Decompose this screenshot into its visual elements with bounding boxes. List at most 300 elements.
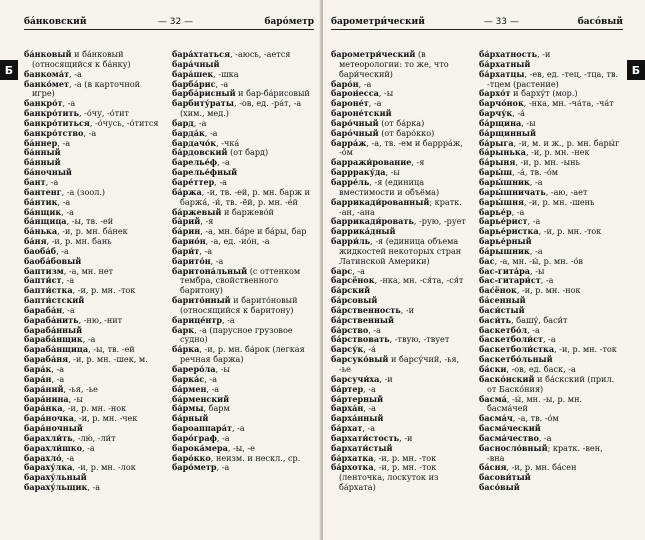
entry-grammar: , -аю, -ает [545, 186, 588, 197]
entry-grammar: , -ы [521, 117, 536, 128]
entry-grammar: , -а [62, 304, 75, 315]
entry-headword: ба́рственный [331, 314, 394, 325]
entry-headword: ба́ртерный [331, 393, 384, 404]
entry-headword: барье́рный [479, 236, 532, 247]
entry-grammar: , -и, р. мн. -ток [538, 226, 602, 237]
entry-headword: баре́ттер [172, 176, 215, 187]
entry-headword: баро́чный [331, 127, 379, 138]
entry-headword: ба́рственность [331, 304, 401, 315]
entry-headword: бара́ночный [24, 423, 83, 434]
dictionary-entry [331, 50, 473, 80]
entry-grammar: , -и, р. мн. ба́сен [506, 462, 577, 473]
entry-headword: барка́с [172, 373, 205, 384]
entry-headword: банкро́титься [24, 117, 90, 128]
entry-headword: баро́метр [172, 462, 217, 473]
entry-headword: баскетболи́ст [479, 334, 544, 345]
dictionary-entry [331, 355, 473, 375]
entry-grammar: , -а [57, 196, 71, 207]
entry-headword: баоба́бовый [24, 255, 82, 266]
entry-grammar: и баржево́й [221, 206, 274, 217]
entry-grammar: , -а [363, 403, 377, 414]
entry-headword: барахли́ть [24, 432, 73, 443]
entry-grammar: , -и [399, 432, 413, 443]
entry-headword: ба́рствовать [331, 334, 390, 345]
entry-headword: барье́ристка [479, 226, 539, 237]
entry-headword: бас-гита́ра [479, 265, 531, 276]
entry-grammar: , -а́ [512, 108, 525, 119]
entry-headword: ба́нщица [24, 216, 67, 227]
entry-grammar: , -ню, -нит [78, 314, 123, 325]
entry-headword: ба́рыга [479, 137, 514, 148]
entry-headword: бапти́стский [24, 295, 85, 306]
entry-headword: бараху́льщик [24, 482, 88, 493]
entry-headword: ба́рыня [479, 157, 516, 168]
entry-grammar: , -и, р. мн. -чек [73, 413, 138, 424]
entry-grammar: , -я [411, 157, 425, 168]
entry-grammar: , -а [62, 98, 76, 109]
entry-grammar: , -и, р. мн. -лок [72, 462, 136, 473]
entry-headword: баро́чный [331, 117, 379, 128]
entry-grammar: , барм [203, 403, 230, 414]
entry-headword: ба́рсовый [331, 295, 378, 306]
entry-headword: ба́рдовский [172, 147, 228, 158]
entry-headword: ба́нщик [24, 206, 62, 217]
entry-grammar: (с оттенком тембра, свойственного баритону) [180, 265, 301, 296]
entry-headword: ба́ня [24, 236, 47, 247]
entry-grammar: , -а́, тв. -о́м [512, 167, 559, 178]
entry-headword: баррраку́да [331, 167, 386, 178]
entry-grammar: , -а [51, 373, 65, 384]
entry-grammar: , -а [82, 442, 95, 453]
entry-grammar: , -а [222, 314, 235, 325]
entry-headword: бараху́льный [24, 472, 87, 483]
entry-grammar: и ба́нковый (относящийся к ба́нку) [32, 49, 131, 69]
entry-headword: баси́ть [479, 314, 512, 325]
entry-headword: ба́рка [172, 344, 200, 355]
dictionary-entry [331, 198, 473, 218]
entry-headword: баро́граф [172, 432, 217, 443]
entry-grammar: , -лю́, -ли́т [72, 432, 116, 443]
entry-grammar: , -а, мн. нет [63, 265, 114, 276]
entry-headword: бас́ёнок [479, 285, 517, 296]
dictionary-entry [24, 50, 164, 70]
dictionary-entry [172, 267, 314, 297]
entry-headword: ба́сня [479, 462, 507, 473]
entry-headword: басносло́вный [479, 442, 548, 453]
entry-grammar: , -а [214, 176, 228, 187]
entry-headword: бант [24, 176, 46, 187]
entry-headword: банкро́т [24, 98, 63, 109]
entry-headword: баррикади́ровать [331, 216, 414, 227]
entry-headword: барчо́нок [479, 98, 524, 109]
entry-grammar: , -ов, ед. баск, -а [506, 364, 576, 374]
entry-grammar: , -а, мн. ба́ре и ба́ры, бар [200, 226, 307, 237]
entry-headword: бапти́стка [24, 285, 73, 296]
entry-headword: бантенг [24, 186, 62, 197]
dictionary-entry [479, 70, 621, 90]
entry-grammar: , -а [61, 452, 75, 463]
entry-headword: банкома́т [24, 68, 70, 79]
entry-headword: бара́н [24, 373, 52, 384]
left-column-divider [166, 48, 167, 528]
entry-grammar: , -рую, -рует [413, 216, 466, 227]
entry-grammar: , -и, тв. -ей, р. мн. барж и баржа́, -и́, тв. -ёй, р. мн. -е́й [180, 186, 310, 207]
right-page-header [331, 14, 623, 30]
entry-grammar: , -а [204, 373, 218, 384]
entry-headword: барха́н [331, 403, 364, 414]
dictionary-entry [331, 237, 473, 267]
entry-headword: бараба́нить [24, 314, 79, 325]
entry-headword: бареро́ла [172, 364, 216, 374]
left-page-number: — 32 — [157, 17, 194, 27]
entry-grammar: , -а [368, 98, 382, 109]
entry-grammar: , -и, р. мн. -ток [373, 452, 437, 463]
entry-headword: басма́ч [479, 413, 513, 424]
dictionary-entry [24, 483, 164, 493]
entry-grammar: , -и, р. мн. -шек, м. [68, 354, 148, 365]
entry-headword: ба́нька [24, 226, 58, 237]
entry-grammar: , -и, м. и ж., р. мн. бары́г [513, 137, 620, 148]
entry-grammar: , -и, р. мн. -шень [524, 196, 595, 207]
entry-headword: басма́ческий [479, 423, 541, 434]
entry-grammar: , -о́чусь, -о́тится [89, 117, 159, 128]
entry-headword: барс [331, 265, 353, 276]
dictionary-entry [172, 99, 314, 119]
entry-grammar: , -а [61, 275, 75, 286]
entry-grammar: , -ов, ед. -ра́т, -а (хим., мед.) [180, 98, 302, 119]
entry-headword: банко́мет [24, 78, 70, 89]
entry-grammar: , -нка, мн. -ча́та, -ча́т [523, 98, 614, 109]
entry-grammar: , -и, р. мн. -нек [525, 147, 590, 158]
left-guide-word-first: ба́нковский [24, 17, 87, 27]
entry-grammar: , -а [51, 364, 65, 374]
entry-grammar: (от бард) [227, 147, 269, 158]
entry-grammar: , -а [83, 127, 97, 138]
entry-headword: ба́рмы [172, 403, 204, 414]
entry-headword: барелье́фный [172, 167, 238, 178]
entry-headword: барон́есса [331, 88, 379, 99]
entry-grammar: и барху́т (мор.) [510, 88, 578, 99]
entry-grammar: , -и, р. мн. -ток [72, 285, 136, 296]
entry-grammar: , -а [216, 462, 230, 473]
entry-grammar: , -а [529, 176, 543, 187]
dictionary-entry [172, 345, 314, 365]
entry-headword: бара́чный [172, 58, 220, 69]
entry-grammar: , -а [199, 245, 213, 256]
entry-grammar: , -а (парусное грузовое судно) [180, 324, 293, 345]
entry-headword: бара́хтаться [172, 49, 231, 59]
entry-headword: ба́рин [172, 226, 201, 237]
dictionary-entry [479, 483, 621, 493]
entry-headword: барсучи́ха [331, 373, 380, 384]
entry-headword: басма́чество [479, 432, 539, 443]
entry-headword: баско́нский [479, 373, 535, 384]
entry-headword: баритона́льный [172, 265, 248, 276]
entry-headword: ба́рский [331, 285, 371, 296]
dictionary-entry [479, 395, 621, 415]
entry-headword: барито́н [172, 255, 211, 266]
entry-grammar: , -а [527, 216, 541, 227]
entry-headword: бапти́ст [24, 275, 62, 286]
entry-headword: бари́т [172, 245, 200, 256]
entry-grammar: , -ы, тв. -ей [88, 344, 135, 355]
entry-headword: банкро́тить [24, 108, 79, 119]
entry-headword: барахло́ [24, 452, 62, 463]
entry-headword: ба́нковый [24, 49, 72, 59]
entry-grammar: , -и, р. мн. -нок [62, 403, 127, 414]
entry-grammar: , -а [368, 324, 381, 335]
entry-headword: барелье́ф [172, 157, 218, 168]
entry-headword: барба́рисный [172, 88, 236, 99]
entry-grammar: , -и [379, 373, 393, 384]
entry-headword: ба́рхатка [331, 452, 374, 463]
entry-grammar: , -а [210, 255, 224, 266]
entry-grammar: и бар-ба́рисовый [235, 88, 310, 99]
entry-grammar: , -а, тв. -ем и баррра́ж, -о́м [339, 137, 463, 158]
entry-grammar: , -а [69, 68, 82, 79]
entry-headword: барсуко́вый [331, 354, 389, 365]
entry-headword: ба́ржа [172, 186, 202, 197]
entry-grammar: , -ы [378, 88, 394, 99]
entry-grammar: , -а [540, 275, 554, 286]
entry-headword: барье́р [479, 206, 512, 217]
entry-headword: бары́шня [479, 196, 525, 207]
entry-headword: бараба́нщик [24, 334, 83, 345]
dictionary-entry [331, 463, 473, 493]
entry-grammar: , -и, р. мн. бань [46, 236, 112, 247]
entry-grammar: , башу́, баси́т [511, 314, 568, 325]
entry-headword: бардачо́к [172, 137, 217, 148]
entry-headword: баррика́дный [331, 226, 396, 237]
entry-headword: ба́рство [331, 324, 369, 335]
entry-headword: бас-гитари́ст [479, 275, 541, 286]
left-page-column-1 [24, 50, 164, 493]
entry-grammar: , -а́ [363, 344, 376, 355]
entry-headword: ба́рхотка [331, 462, 374, 473]
entry-headword: баптизм [24, 265, 64, 276]
entry-grammar: , -и [537, 49, 551, 59]
entry-grammar: , -ы [68, 393, 83, 404]
entry-grammar: , -твую, -твует [389, 334, 450, 345]
entry-grammar: и ба́скский (прил. от Баско́ния) [487, 373, 615, 394]
entry-grammar: , -а [193, 117, 207, 128]
entry-headword: ба́ночный [24, 167, 72, 178]
entry-headword: барио́н [172, 236, 206, 247]
entry-grammar: , -а [206, 383, 220, 394]
entry-headword: бараху́лка [24, 462, 73, 473]
entry-grammar: , -а [231, 423, 245, 434]
dictionary-entry [24, 80, 164, 100]
entry-headword: баоба́б [24, 245, 57, 256]
entry-grammar: , -а [82, 334, 96, 345]
entry-grammar: , -а [362, 423, 376, 434]
left-thumb-index-tab: Б [0, 60, 18, 80]
entry-headword: бараба́ня [24, 354, 69, 365]
right-page [323, 0, 645, 540]
entry-headword: барито́нный [172, 295, 231, 306]
entry-grammar: , -а, ед. -ио́н, -а [205, 236, 270, 247]
entry-headword: ба́ржевый [172, 206, 222, 217]
entry-grammar: , -а [215, 78, 229, 89]
entry-headword: банкро́тство [24, 127, 84, 138]
left-page-header [24, 14, 314, 30]
entry-grammar: , -а (в карточной игре) [32, 78, 141, 99]
entry-grammar: и барсу́чий, -ья, -ье [339, 354, 460, 374]
right-page-column-1 [331, 50, 473, 493]
entry-headword: барчу́к [479, 108, 513, 119]
entry-grammar: , -а (зоол.) [61, 186, 106, 197]
entry-headword: басо́вый [479, 482, 520, 493]
entry-headword: бара́шек [172, 68, 214, 79]
entry-headword: бары́шничать [479, 186, 546, 197]
entry-headword: ба́рхатцы [479, 68, 525, 79]
entry-grammar: , -я (единица вместимости и объёма) [339, 176, 440, 197]
entry-headword: бараба́нщица [24, 344, 89, 355]
entry-grammar: , -а [217, 157, 230, 168]
entry-grammar: , -а, тв. -о́м [512, 413, 559, 424]
entry-headword: барбиту́раты [172, 98, 234, 109]
left-page-column-2 [172, 50, 314, 473]
entry-headword: ба́рынька [479, 147, 526, 158]
entry-headword: ба́рменский [172, 393, 230, 404]
entry-headword: барха́нный [331, 413, 384, 424]
entry-grammar: , -и, р. мн. -ток [554, 344, 617, 355]
entry-grammar: , -и, р. мн. -ынь [515, 157, 580, 168]
entry-headword: баскетболи́стка [479, 344, 555, 355]
entry-grammar: , -а [61, 206, 74, 217]
right-page-column-2 [479, 50, 621, 493]
entry-headword: басма́ [479, 393, 507, 404]
entry-headword: барк [172, 324, 195, 335]
entry-grammar: , -а, мн. -ы́, р. мн. -о́в [494, 255, 583, 266]
entry-grammar: , -ы́, мн. -ы, р. мн. басма́чей [487, 393, 583, 414]
entry-headword: ба́рий [172, 216, 201, 227]
entry-grammar: и барито́новый (относящийся к баритону) [180, 295, 298, 315]
entry-headword: ба́рхатность [479, 49, 538, 59]
entry-grammar: , -я (единица объема жидкостей некоторых стран Латинской Америки) [339, 236, 462, 266]
entry-headword: ба́рмен [172, 383, 207, 394]
entry-grammar: , -а [204, 127, 218, 138]
left-guide-word-last: баро́метр [264, 17, 314, 27]
right-page-number: — 33 — [483, 17, 519, 27]
entry-grammar: , -аюсь, -ается [230, 49, 291, 59]
right-thumb-index-tab: Б [627, 60, 645, 80]
entry-grammar: , -ы, -е [227, 442, 255, 453]
entry-headword: барока́мера [172, 442, 228, 453]
entry-headword: барсу́к [331, 344, 364, 355]
entry-headword: ба́рхат [331, 423, 363, 434]
entry-headword: ба́рышник [479, 245, 530, 256]
entry-headword: барри́ль [331, 236, 371, 247]
entry-grammar: , -нка, мн. -ся́та, -ся́т [374, 275, 464, 286]
entry-grammar: , -шка [213, 68, 239, 79]
entry-grammar: , -ев, ед. -тец, -тца, тв. -тцем (растение) [487, 68, 619, 89]
entry-headword: ба́нтик [24, 196, 58, 207]
entry-grammar: , -а [363, 383, 376, 394]
entry-grammar: , -а [543, 334, 556, 345]
entry-headword: ба́ртер [331, 383, 364, 394]
entry-grammar: , -ы, тв. -ей [66, 216, 114, 227]
entry-headword: барре́ль [331, 176, 370, 187]
entry-headword: баррикади́рованный [331, 196, 430, 207]
entry-grammar: , -а [511, 206, 525, 217]
entry-headword: ба́рщина [479, 117, 522, 128]
entry-grammar: , -и, р. мн. ба́рок (легкая речная баржа) [180, 344, 305, 365]
entry-grammar: , -а [57, 137, 71, 148]
entry-headword: бара́нка [24, 403, 63, 414]
entry-headword: баскетбо́льный [479, 354, 553, 365]
entry-headword: ба́рщинный [479, 127, 537, 138]
entry-headword: бароне́тский [331, 108, 392, 119]
entry-grammar: (в метеорологии: то же, что бари́ческий) [339, 49, 449, 79]
dictionary-entry [172, 326, 314, 346]
entry-grammar: , -а [538, 432, 552, 443]
entry-headword: бароаппара́т [172, 423, 232, 434]
entry-grammar: ; кратк. -ан, -ана [339, 196, 462, 217]
entry-grammar: , -ы [215, 364, 230, 374]
entry-headword: бард [172, 117, 194, 128]
dictionary-entry [172, 463, 314, 473]
entry-headword: баро́н [331, 78, 359, 89]
entry-headword: бархати́стый [331, 442, 393, 453]
left-page [0, 0, 321, 540]
entry-grammar: , -и, р. мн. ба́нек [57, 226, 128, 237]
entry-grammar: (от баро́кко) [378, 127, 435, 138]
entry-grammar: , -ы [530, 265, 545, 276]
right-guide-word-last: басо́вый [577, 17, 623, 27]
entry-headword: бара́ний [24, 383, 64, 394]
entry-headword: ба́нный [24, 147, 61, 158]
entry-grammar: , неизм. и нескл., ср. [210, 452, 301, 463]
entry-grammar: , -а [45, 176, 59, 187]
entry-headword: бароне́т [331, 98, 369, 109]
entry-headword: бараба́н [24, 304, 63, 315]
entry-grammar: (от ба́рка) [378, 117, 425, 128]
entry-grammar: , -чка́ [216, 137, 240, 148]
entry-headword: барда́к [172, 127, 205, 138]
entry-headword: баскетбо́л [479, 324, 528, 335]
entry-headword: бары́шник [479, 176, 530, 187]
entry-grammar: , -а [358, 78, 372, 89]
entry-grammar: , -а [529, 245, 543, 256]
entry-headword: барсёнок [331, 275, 375, 286]
entry-headword: баро́кко [172, 452, 211, 463]
entry-headword: барометри́ческий [331, 49, 416, 59]
entry-headword: ба́рхатный [479, 58, 531, 69]
entry-grammar: , -а [56, 245, 69, 256]
entry-grammar: , -а [87, 482, 101, 493]
entry-headword: бархати́стость [331, 432, 400, 443]
entry-headword: ба́рный [172, 413, 209, 424]
entry-grammar: , -и [400, 304, 414, 315]
dictionary-entry [172, 296, 314, 316]
entry-grammar: , -а [216, 432, 230, 443]
entry-headword: барице́нтр [172, 314, 223, 325]
entry-headword: барье́рист [479, 216, 528, 227]
entry-headword: ба́ннер [24, 137, 58, 148]
entry-grammar: , -о́чу, -о́тит [79, 108, 129, 119]
dictionary-entry [331, 139, 473, 159]
entry-grammar: , -а [352, 265, 365, 276]
entry-grammar: ; кратк. -вен, -вна [487, 442, 603, 463]
entry-headword: ба́ски [479, 364, 507, 374]
entry-headword: басови́тый [479, 472, 531, 483]
entry-headword: барра́ж [331, 137, 367, 148]
entry-grammar: , -я [200, 216, 214, 227]
entry-headword: бары́ш [479, 167, 513, 178]
entry-headword: барражи́рование [331, 157, 412, 168]
entry-headword: бархо́т [479, 88, 511, 99]
